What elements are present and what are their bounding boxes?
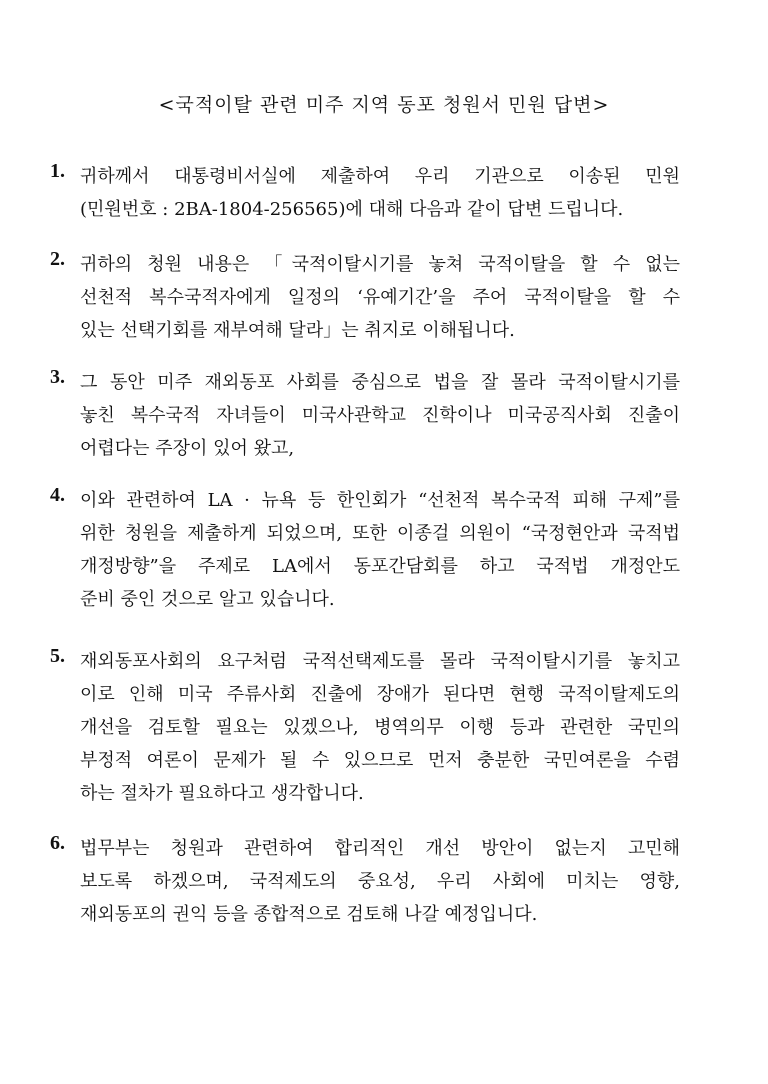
paragraph-line: 위한 청원을 제출하게 되었으며, 또한 이종걸 의원이 “국정현안과 국적법 xyxy=(80,523,680,544)
paragraph-line: 어렵다는 주장이 있어 왔고, xyxy=(80,438,295,459)
paragraph-1 xyxy=(50,160,680,226)
paragraph-line: 이로 인해 미국 주류사회 진출에 장애가 된다면 현행 국적이탈제도의 xyxy=(80,684,680,705)
paragraph-line: 이와 관련하여 LA · 뉴욕 등 한인회가 “선천적 복수국적 피해 구제”를 xyxy=(80,490,680,511)
paragraph-line: 보도록 하겠으며, 국적제도의 중요성, 우리 사회에 미치는 영향, xyxy=(80,871,680,892)
paragraph-5 xyxy=(50,645,680,810)
paragraph-line: 법무부는 청원과 관련하여 합리적인 개선 방안이 없는지 고민해 xyxy=(80,838,680,859)
paragraph-line: 개정방향”을 주제로 LA에서 동포간담회를 하고 국적법 개정안도 xyxy=(80,556,680,577)
paragraph-6 xyxy=(50,832,680,931)
paragraph-4 xyxy=(50,484,680,616)
paragraph-number: 3. xyxy=(50,366,65,388)
document-title: <국적이탈 관련 미주 지역 동포 청원서 민원 답변> xyxy=(158,94,610,116)
paragraph-number: 5. xyxy=(50,645,65,667)
paragraph-line: 개선을 검토할 필요는 있겠으나, 병역의무 이행 등과 관련한 국민의 xyxy=(80,717,680,738)
paragraph-number: 1. xyxy=(50,160,65,182)
paragraph-number: 4. xyxy=(50,484,65,506)
paragraph-line: 부정적 여론이 문제가 될 수 있으므로 먼저 충분한 국민여론을 수렴 xyxy=(80,750,680,771)
paragraph-line: 재외동포사회의 요구처럼 국적선택제도를 몰라 국적이탈시기를 놓치고 xyxy=(80,651,680,672)
paragraph-line: 선천적 복수국적자에게 일정의 ‘유예기간’을 주어 국적이탈을 할 수 xyxy=(80,287,680,308)
paragraph-line: 재외동포의 권익 등을 종합적으로 검토해 나갈 예정입니다. xyxy=(80,904,538,925)
paragraph-line: 그 동안 미주 재외동포 사회를 중심으로 법을 잘 몰라 국적이탈시기를 xyxy=(80,372,680,393)
paragraph-line: 귀하의 청원 내용은 「국적이탈시기를 놓쳐 국적이탈을 할 수 없는 xyxy=(80,254,680,275)
paragraph-3 xyxy=(50,366,680,465)
paragraph-line: 하는 절차가 필요하다고 생각합니다. xyxy=(80,783,364,804)
paragraph-number: 2. xyxy=(50,248,65,270)
paragraph-2 xyxy=(50,248,680,347)
paragraph-number: 6. xyxy=(50,832,65,854)
paragraph-line: 놓친 복수국적 자녀들이 미국사관학교 진학이나 미국공직사회 진출이 xyxy=(80,405,680,426)
paragraph-line: 귀하께서 대통령비서실에 제출하여 우리 기관으로 이송된 민원 xyxy=(80,166,680,187)
paragraph-line: (민원번호 : 2BA-1804-256565)에 대해 다음과 같이 답변 드립니다. xyxy=(80,199,624,220)
paragraph-line: 준비 중인 것으로 알고 있습니다. xyxy=(80,589,335,610)
paragraph-line: 있는 선택기회를 재부여해 달라」는 취지로 이해됩니다. xyxy=(80,320,515,341)
